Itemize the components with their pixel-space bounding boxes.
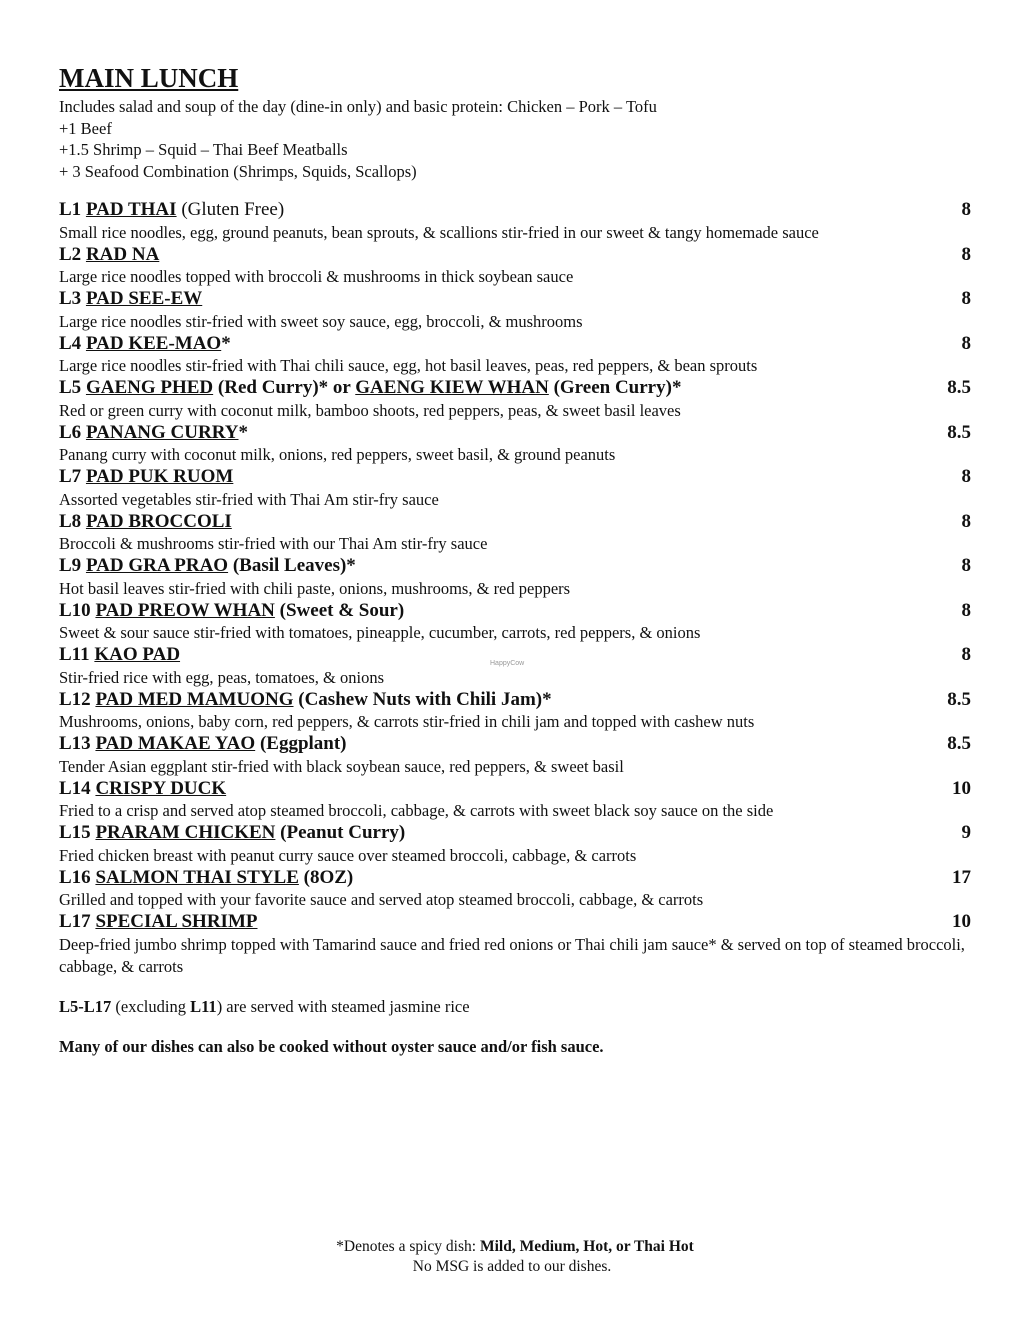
menu-item <box>59 288 971 333</box>
menu-item-name-line <box>59 377 681 400</box>
footer <box>0 1237 1024 1277</box>
menu-item-name: CRISPY DUCK <box>95 777 227 799</box>
oyster-sauce-note: Many of our dishes can also be cooked without oyster sauce and/or fish sauce. <box>59 1036 604 1056</box>
rice-note-tail: ) are served with steamed jasmine rice <box>216 996 470 1016</box>
menu-item <box>59 199 971 244</box>
spicy-note-prefix: *Denotes a spicy dish: <box>336 1238 480 1255</box>
menu-item-code: L7 <box>59 466 82 487</box>
menu-item-description: Large rice noodles topped with broccoli & mushrooms in thick soybean sauce <box>59 267 574 286</box>
menu-item-name: PAD THAI <box>85 199 177 220</box>
menu-item-header <box>59 778 971 801</box>
menu-item-description: Small rice noodles, egg, ground peanuts, bean sprouts, & scallions stir-fried in our sweet & tangy homemade sauce <box>59 222 819 242</box>
menu-item-name-line <box>59 199 284 222</box>
menu-item-description: Large rice noodles stir-fried with Thai chili sauce, egg, hot basil leaves, peas, red peppers, & bean sprouts <box>59 356 758 375</box>
menu-item-name-line <box>59 555 356 578</box>
menu-item-header <box>59 422 971 445</box>
menu-item-code: L9 <box>59 555 82 576</box>
menu-item-code: L6 <box>59 421 82 443</box>
intro-line: + 3 Seafood Combination (Shrimps, Squids, Scallops) <box>59 161 417 181</box>
menu-item-name-line <box>59 867 353 890</box>
page-title: MAIN LUNCH <box>59 63 239 93</box>
menu-item-name-line <box>59 689 552 712</box>
menu-page <box>59 62 971 1058</box>
rice-note-mid: (excluding <box>111 996 191 1016</box>
menu-item-description: Fried chicken breast with peanut curry sauce over steamed broccoli, cabbage, & carrots <box>59 845 637 865</box>
menu-item-price: 8 <box>961 243 971 265</box>
menu-item-header <box>59 377 971 400</box>
menu-item-description: Mushrooms, onions, baby corn, red peppers, & carrots stir-fried in chili jam and topped with cashew nuts <box>59 712 755 731</box>
menu-item-name-line <box>59 911 258 934</box>
menu-item <box>59 733 971 778</box>
menu-item-name-line <box>59 466 233 489</box>
menu-item-header <box>59 867 971 890</box>
menu-item-header <box>59 733 971 756</box>
menu-item-description: Stir-fried rice with egg, peas, tomatoes, & onions <box>59 667 385 687</box>
menu-item-price: 8.5 <box>947 733 971 754</box>
menu-item-code: L8 <box>59 510 82 532</box>
menu-item-header <box>59 689 971 712</box>
menu-item-name-alt: GAENG KIEW WHAN <box>355 377 549 398</box>
menu-item-description: Hot basil leaves stir-fried with chili paste, onions, mushrooms, & red peppers <box>59 578 571 598</box>
menu-item-name: PANANG CURRY <box>85 421 239 443</box>
menu-item-suffix: (Peanut Curry) <box>280 822 406 843</box>
menu-item-name-line <box>59 778 226 801</box>
menu-item-name-line <box>59 422 248 445</box>
menu-item-suffix: (Basil Leaves)* <box>232 555 356 576</box>
menu-item-code: L10 <box>59 599 91 621</box>
menu-item-description: Large rice noodles stir-fried with sweet soy sauce, egg, broccoli, & mushrooms <box>59 311 583 331</box>
menu-item-name: PAD GRA PRAO <box>85 555 229 576</box>
menu-item-price: 8 <box>961 599 971 621</box>
rice-note <box>59 996 971 1018</box>
menu-item <box>59 822 971 867</box>
menu-item-name: PAD MED MAMUONG <box>95 688 294 710</box>
menu-item-suffix: * <box>221 332 231 354</box>
menu-item-header <box>59 511 971 534</box>
menu-item-name-line <box>59 822 405 845</box>
menu-item <box>59 466 971 511</box>
menu-item-header <box>59 244 971 267</box>
menu-item-description: Red or green curry with coconut milk, bamboo shoots, red peppers, peas, & sweet basil leaves <box>59 400 681 420</box>
menu-item-price: 10 <box>952 911 971 932</box>
menu-item-code: L2 <box>59 243 82 265</box>
menu-item-suffix: (8OZ) <box>303 866 354 888</box>
rice-note-excluded: L11 <box>190 996 217 1016</box>
menu-item-name: PAD PREOW WHAN <box>95 599 275 621</box>
menu-item <box>59 778 971 823</box>
msg-note: No MSG is added to our dishes. <box>412 1258 612 1275</box>
intro-line: +1.5 Shrimp – Squid – Thai Beef Meatballs <box>59 140 348 159</box>
menu-list <box>59 199 971 978</box>
menu-item-code: L5 <box>59 377 82 398</box>
menu-item-code: L15 <box>59 822 91 843</box>
menu-item-header <box>59 199 971 222</box>
menu-item-header <box>59 466 971 489</box>
menu-item-price: 8 <box>961 332 971 354</box>
menu-item-description: Panang curry with coconut milk, onions, red peppers, sweet basil, & ground peanuts <box>59 445 616 464</box>
intro-line: +1 Beef <box>59 118 112 138</box>
menu-item-code: L13 <box>59 733 91 754</box>
menu-item-name-line <box>59 511 232 534</box>
menu-item <box>59 867 971 912</box>
menu-item-code: L14 <box>59 777 91 799</box>
menu-item <box>59 244 971 289</box>
menu-item-name: PAD BROCCOLI <box>85 510 232 532</box>
menu-item-suffix: (Green Curry)* <box>553 377 682 398</box>
menu-item-price: 8 <box>961 466 971 487</box>
menu-item-price: 8 <box>961 288 971 309</box>
menu-item-header <box>59 600 971 623</box>
spicy-levels: Mild, Medium, Hot, or Thai Hot <box>479 1238 694 1255</box>
menu-item-header <box>59 288 971 311</box>
menu-item-price: 9 <box>961 822 971 843</box>
menu-item-name: KAO PAD <box>94 644 181 665</box>
menu-item-name-line <box>59 733 347 756</box>
menu-item-price: 10 <box>952 777 971 799</box>
menu-item-name: PAD MAKAE YAO <box>95 733 256 754</box>
menu-item-name-line <box>59 644 180 667</box>
menu-item-name: SALMON THAI STYLE <box>95 866 299 888</box>
spicy-note <box>0 1237 1024 1257</box>
menu-item-name: PAD KEE-MAO <box>85 332 222 354</box>
rice-note-range: L5-L17 <box>59 996 112 1016</box>
menu-item-description: Broccoli & mushrooms stir-fried with our Thai Am stir-fry sauce <box>59 534 488 553</box>
menu-item-suffix: (Eggplant) <box>259 733 347 754</box>
menu-item-name: PRARAM CHICKEN <box>95 822 276 843</box>
menu-item-name: RAD NA <box>85 243 160 265</box>
menu-item-price: 8 <box>961 510 971 532</box>
watermark: HappyCow <box>490 660 525 667</box>
menu-item-code: L1 <box>59 199 82 220</box>
menu-item <box>59 689 971 734</box>
menu-item-description: Tender Asian eggplant stir-fried with black soybean sauce, red peppers, & sweet basil <box>59 756 624 776</box>
menu-item-header <box>59 555 971 578</box>
menu-item-description: Fried to a crisp and served atop steamed broccoli, cabbage, & carrots with sweet black soy sauce on the side <box>59 801 774 820</box>
menu-item-code: L17 <box>59 911 91 932</box>
menu-item-header <box>59 911 971 934</box>
menu-item-name: PAD PUK RUOM <box>85 466 234 487</box>
menu-item <box>59 600 971 645</box>
menu-item-description: Deep-fried jumbo shrimp topped with Tamarind sauce and fried red onions or Thai chili jam sauce* & served on top of steamed broccoli, cabbage, & carrots <box>59 934 965 976</box>
menu-item-price: 17 <box>952 866 971 888</box>
menu-item-price: 8 <box>961 199 971 220</box>
menu-item-name-line <box>59 333 231 356</box>
menu-item-name: SPECIAL SHRIMP <box>95 911 258 932</box>
menu-item-name: GAENG PHED <box>85 377 214 398</box>
menu-item <box>59 555 971 600</box>
menu-item-note: (Gluten Free) <box>181 199 285 220</box>
menu-item <box>59 333 971 378</box>
menu-item-name: PAD SEE-EW <box>85 288 203 309</box>
menu-item-code: L16 <box>59 866 91 888</box>
menu-item-price: 8.5 <box>947 377 971 398</box>
intro-line: Includes salad and soup of the day (dine-in only) and basic protein: Chicken – Pork – Tofu <box>59 97 657 116</box>
menu-item-code: L4 <box>59 332 82 354</box>
menu-item-code: L3 <box>59 288 82 309</box>
menu-item-description: Sweet & sour sauce stir-fried with tomatoes, pineapple, cucumber, carrots, red peppers, & onions <box>59 623 701 642</box>
menu-item <box>59 511 971 556</box>
menu-item-suffix: * <box>238 421 248 443</box>
menu-item <box>59 911 971 978</box>
menu-item <box>59 422 971 467</box>
menu-item-code: L11 <box>59 644 90 665</box>
menu-item-header <box>59 333 971 356</box>
menu-item-price: 8.5 <box>947 688 971 710</box>
menu-item-name-line <box>59 244 159 267</box>
menu-item-description: Assorted vegetables stir-fried with Thai Am stir-fry sauce <box>59 489 439 509</box>
menu-item-suffix: (Sweet & Sour) <box>279 599 405 621</box>
menu-item-price: 8 <box>961 555 971 576</box>
menu-item-price: 8 <box>961 644 971 665</box>
menu-item-connector: (Red Curry)* or <box>217 377 351 398</box>
menu-item-name-line <box>59 288 202 311</box>
menu-item-price: 8.5 <box>947 421 971 443</box>
intro-block <box>59 96 971 182</box>
menu-item-suffix: (Cashew Nuts with Chili Jam)* <box>298 688 552 710</box>
menu-item-code: L12 <box>59 688 91 710</box>
menu-item-description: Grilled and topped with your favorite sauce and served atop steamed broccoli, cabbage, & carrots <box>59 890 704 909</box>
menu-item <box>59 377 971 422</box>
menu-item-name-line <box>59 600 404 623</box>
menu-item-header <box>59 822 971 845</box>
